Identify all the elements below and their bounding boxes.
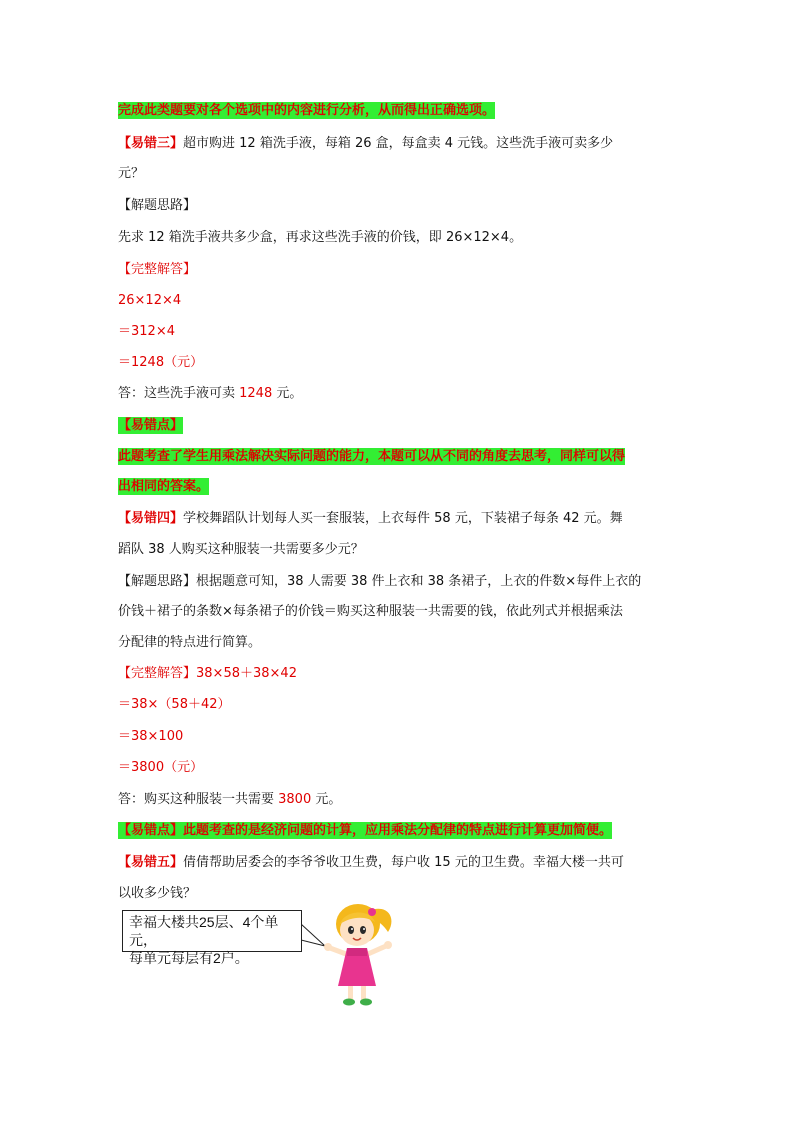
problem5-tag: 【易错五】 xyxy=(118,855,184,870)
problem4-answer-first: 38×58＋38×42 xyxy=(196,666,297,681)
problem3-idea-label: 【解题思路】 xyxy=(118,198,197,213)
problem3-step: ＝1248（元） xyxy=(118,355,204,370)
problem4-step: ＝38×（58＋42） xyxy=(118,697,231,712)
problem5-text-1: 倩倩帮助居委会的李爷爷收卫生费，每户收 15 元的卫生费。幸福大楼一共可 xyxy=(183,855,624,870)
speech-callout xyxy=(122,910,302,966)
problem3-answer-suffix: 元。 xyxy=(272,386,303,401)
problem3-step: ＝312×4 xyxy=(118,324,175,339)
problem4-step: ＝38×100 xyxy=(118,729,184,744)
problem4-idea-label: 【解题思路】 xyxy=(118,574,197,589)
problem4-idea-text-1: 根据题意可知，38 人需要 38 件上衣和 38 条裙子，上衣的件数×每件上衣的 xyxy=(196,574,642,589)
callout-line-1: 幸福大楼共25层、4个单元， xyxy=(129,914,279,948)
problem3-text-2: 元？ xyxy=(118,166,145,181)
problem3-tag: 【易错三】 xyxy=(118,136,184,151)
problem4-point-label: 【易错点】 xyxy=(118,823,184,838)
callout-line-2: 每单元每层有2户。 xyxy=(129,950,249,966)
problem4-text-2: 蹈队 38 人购买这种服装一共需要多少元？ xyxy=(118,542,364,557)
problem3-step: 26×12×4 xyxy=(118,293,182,308)
problem4-tag: 【易错四】 xyxy=(118,511,184,526)
problem3-answer-label: 【完整解答】 xyxy=(118,262,197,277)
problem3-answer-value: 1248 xyxy=(239,386,273,401)
cartoon-girl-illustration xyxy=(320,898,400,1013)
problem3-idea-text: 先求 12 箱洗手液共多少盒，再求这些洗手液的价钱，即 26×12×4。 xyxy=(118,230,523,245)
problem4-answer-prefix: 答：购买这种服装一共需要 xyxy=(118,792,279,807)
problem3-answer-prefix: 答：这些洗手液可卖 xyxy=(118,386,240,401)
problem4-idea-text-2: 价钱＋裙子的条数×每条裙子的价钱＝购买这种服装一共需要的钱，依此列式并根据乘法 xyxy=(118,604,623,619)
intro-highlight-text: 完成此类题要对各个选项中的内容进行分析，从而得出正确选项。 xyxy=(118,103,496,118)
problem4-answer-label: 【完整解答】 xyxy=(118,666,197,681)
problem3-point-text-1: 此题考查了学生用乘法解决实际问题的能力，本题可以从不同的角度去思考，同样可以得 xyxy=(118,449,626,464)
problem4-idea-text-3: 分配律的特点进行简算。 xyxy=(118,635,262,650)
problem4-answer-value: 3800 xyxy=(278,792,312,807)
problem3-point-text-2: 出相同的答案。 xyxy=(118,479,210,494)
problem5-text-2: 以收多少钱？ xyxy=(118,886,197,901)
problem4-text-1: 学校舞蹈队计划每人买一套服装，上衣每件 58 元，下装裙子每条 42 元。舞 xyxy=(183,511,623,526)
problem4-step: ＝3800（元） xyxy=(118,760,204,775)
problem4-point-text: 此题考查的是经济问题的计算，应用乘法分配律的特点进行计算更加简便。 xyxy=(183,823,613,838)
problem4-answer-suffix: 元。 xyxy=(311,792,342,807)
problem3-text-1: 超市购进 12 箱洗手液，每箱 26 盒，每盒卖 4 元钱。这些洗手液可卖多少 xyxy=(183,136,614,151)
problem3-point-label: 【易错点】 xyxy=(118,418,184,433)
